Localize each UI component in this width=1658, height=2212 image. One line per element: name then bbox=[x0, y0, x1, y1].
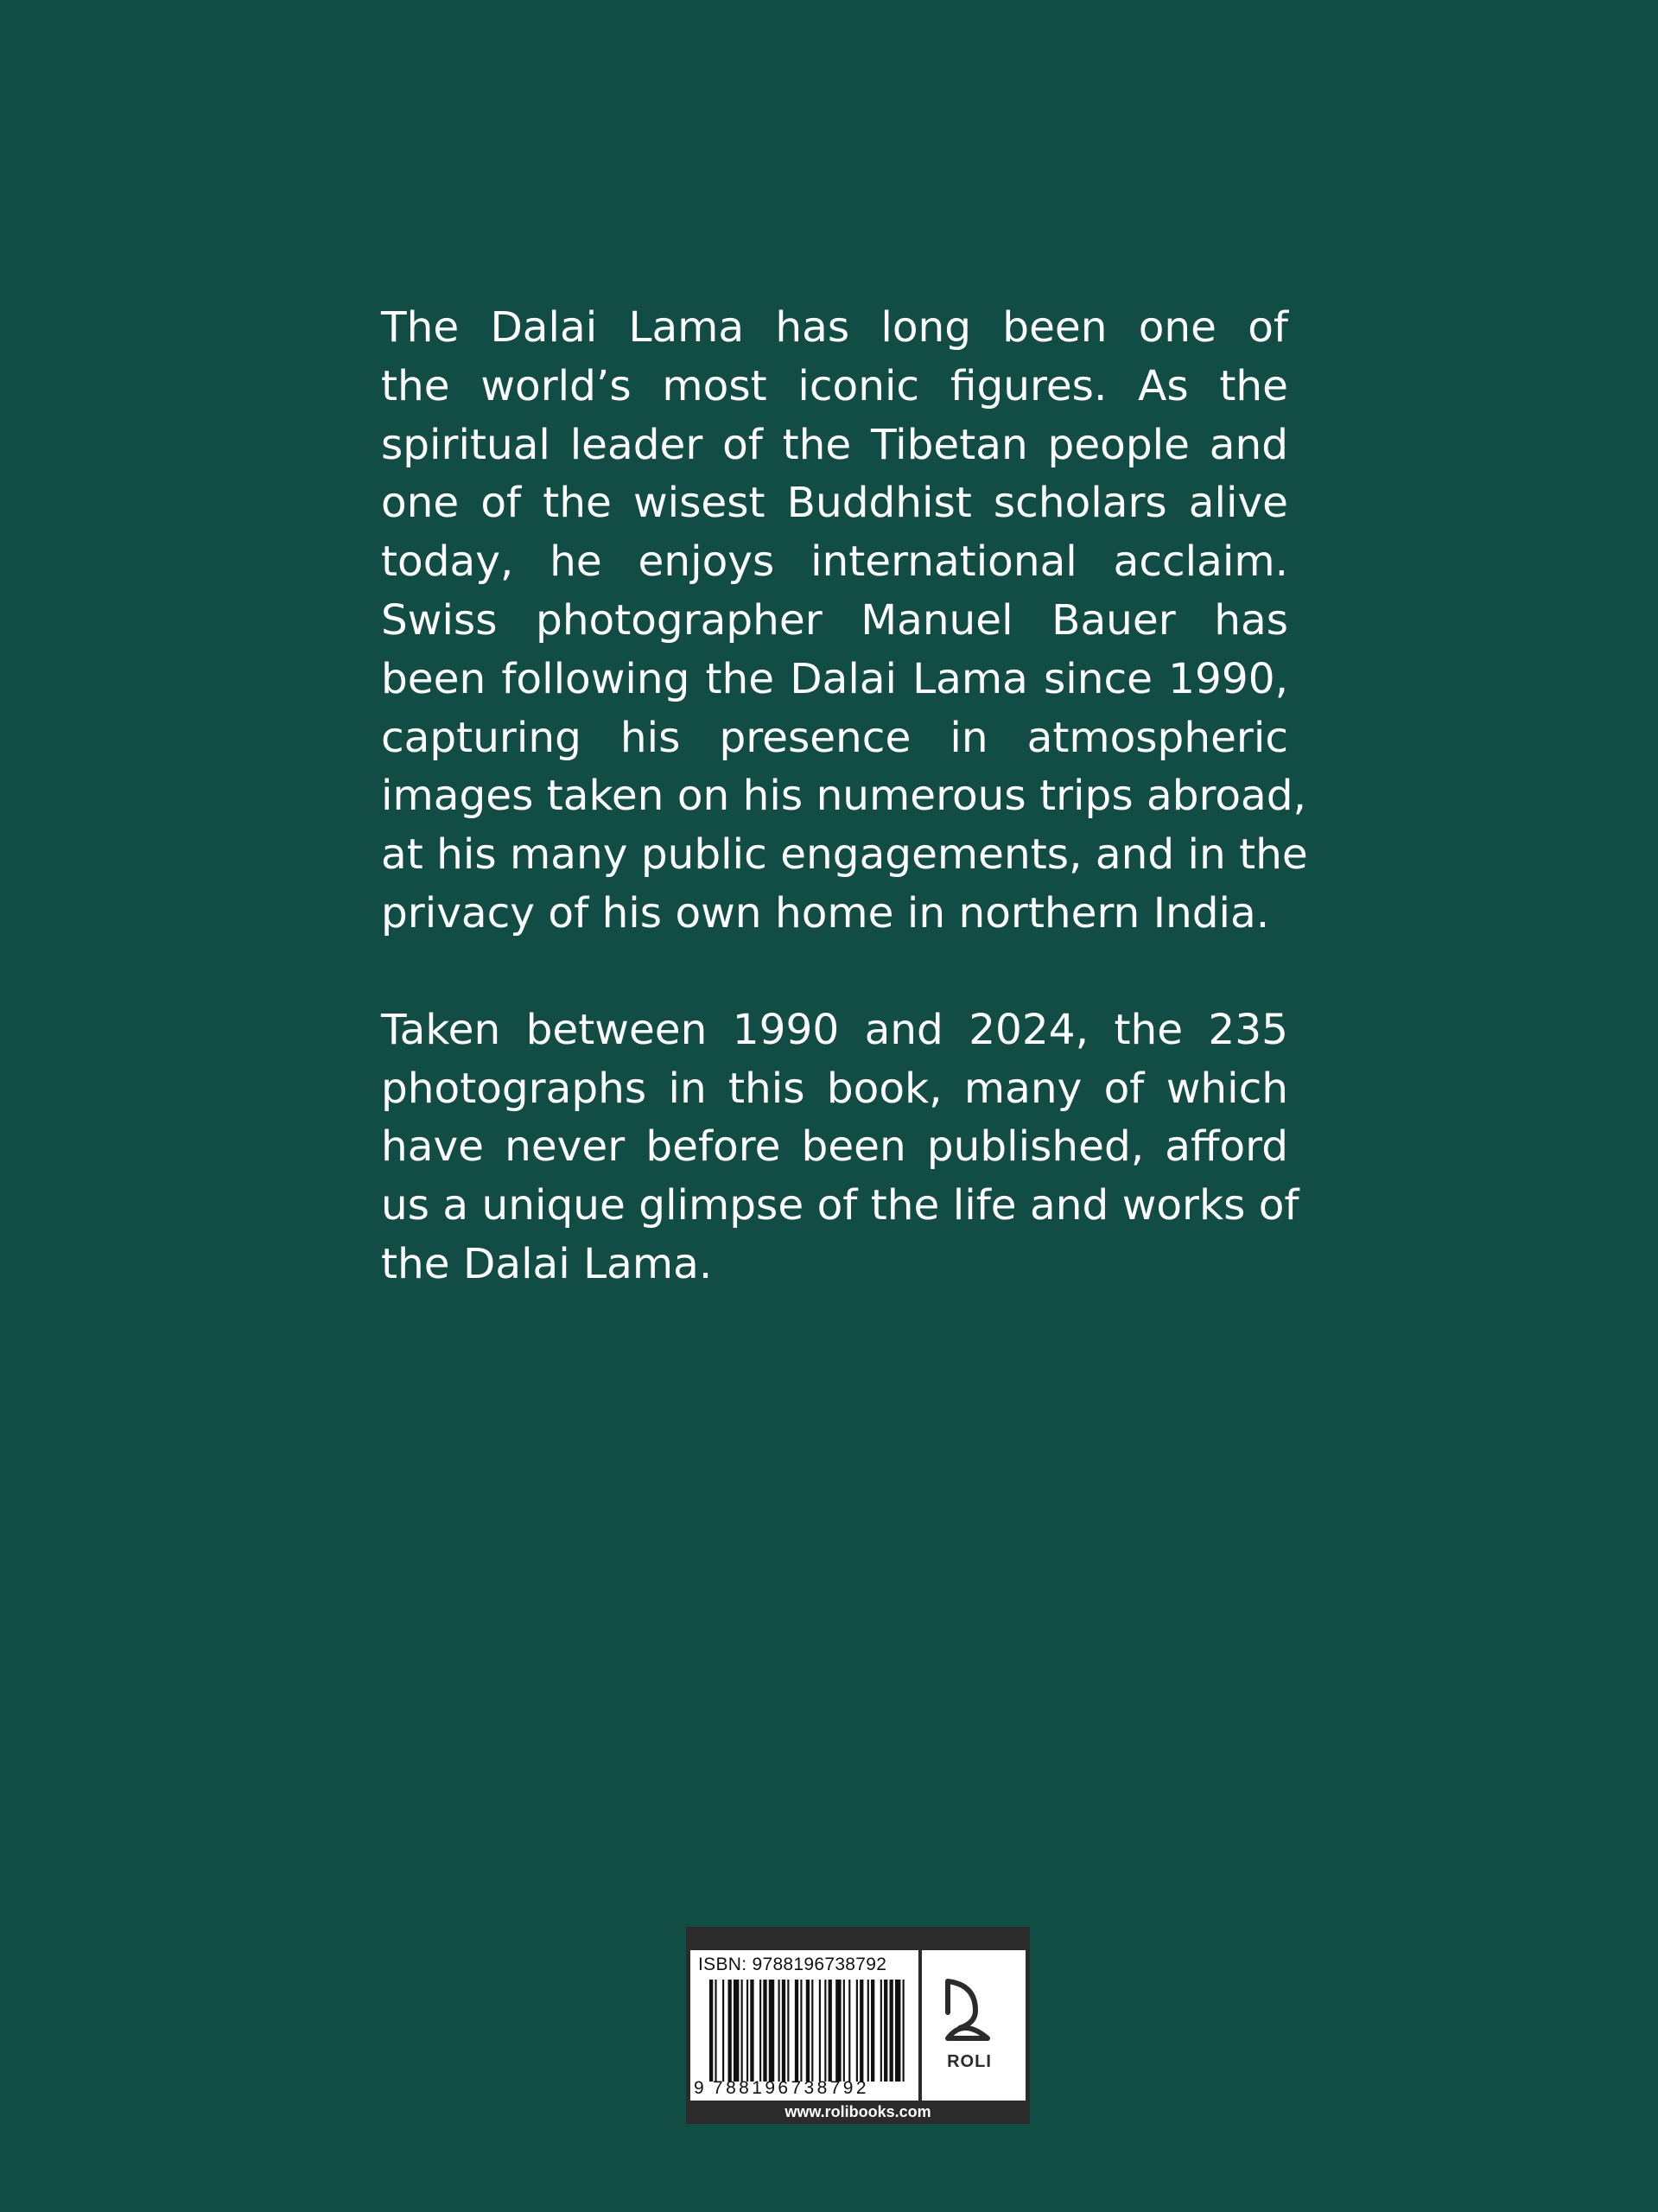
publisher-website: www.rolibooks.com bbox=[785, 2103, 931, 2120]
text-line: at his many public engagements, and in the bbox=[381, 830, 1308, 880]
barcode-panel bbox=[686, 1927, 1030, 2124]
text-line: have never before been published, afford bbox=[381, 1122, 1288, 1172]
text-line: today, he enjoys international acclaim. bbox=[381, 537, 1288, 587]
text-line: spiritual leader of the Tibetan people and bbox=[381, 420, 1288, 469]
barcode-icon bbox=[709, 1980, 908, 2082]
isbn-label: ISBN: 9788196738792 bbox=[698, 1955, 887, 1974]
text-line: us a unique glimpse of the life and works of bbox=[381, 1181, 1299, 1230]
roli-logo-icon bbox=[941, 1978, 994, 2045]
text-line: been following the Dalai Lama since 1990, bbox=[381, 654, 1288, 703]
publisher-logo-text: ROLI bbox=[947, 2052, 992, 2071]
text-line: The Dalai Lama has long been one of bbox=[381, 303, 1288, 352]
barcode-divider bbox=[918, 1950, 922, 2101]
blurb-paragraph-2 bbox=[381, 1001, 1299, 1294]
barcode-label bbox=[690, 1950, 1026, 2101]
text-line: photographs in this book, many of which bbox=[381, 1064, 1288, 1113]
text-line: privacy of his own home in northern India. bbox=[381, 888, 1270, 938]
text-line: one of the wisest Buddhist scholars alive bbox=[381, 479, 1288, 528]
text-line: images taken on his numerous trips abroad, bbox=[381, 772, 1306, 821]
text-line: Swiss photographer Manuel Bauer has bbox=[381, 595, 1288, 645]
blurb-paragraph-1 bbox=[381, 299, 1308, 944]
barcode-digits: 788196738792 bbox=[713, 2078, 869, 2098]
barcode-digit-first: 9 bbox=[694, 2078, 704, 2098]
text-line: the world’s most iconic figures. As the bbox=[381, 361, 1288, 410]
text-line: capturing his presence in atmospheric bbox=[381, 713, 1288, 762]
text-line: Taken between 1990 and 2024, the 235 bbox=[381, 1005, 1288, 1054]
blurb-text bbox=[381, 299, 1308, 1294]
text-line: the Dalai Lama. bbox=[381, 1239, 713, 1288]
